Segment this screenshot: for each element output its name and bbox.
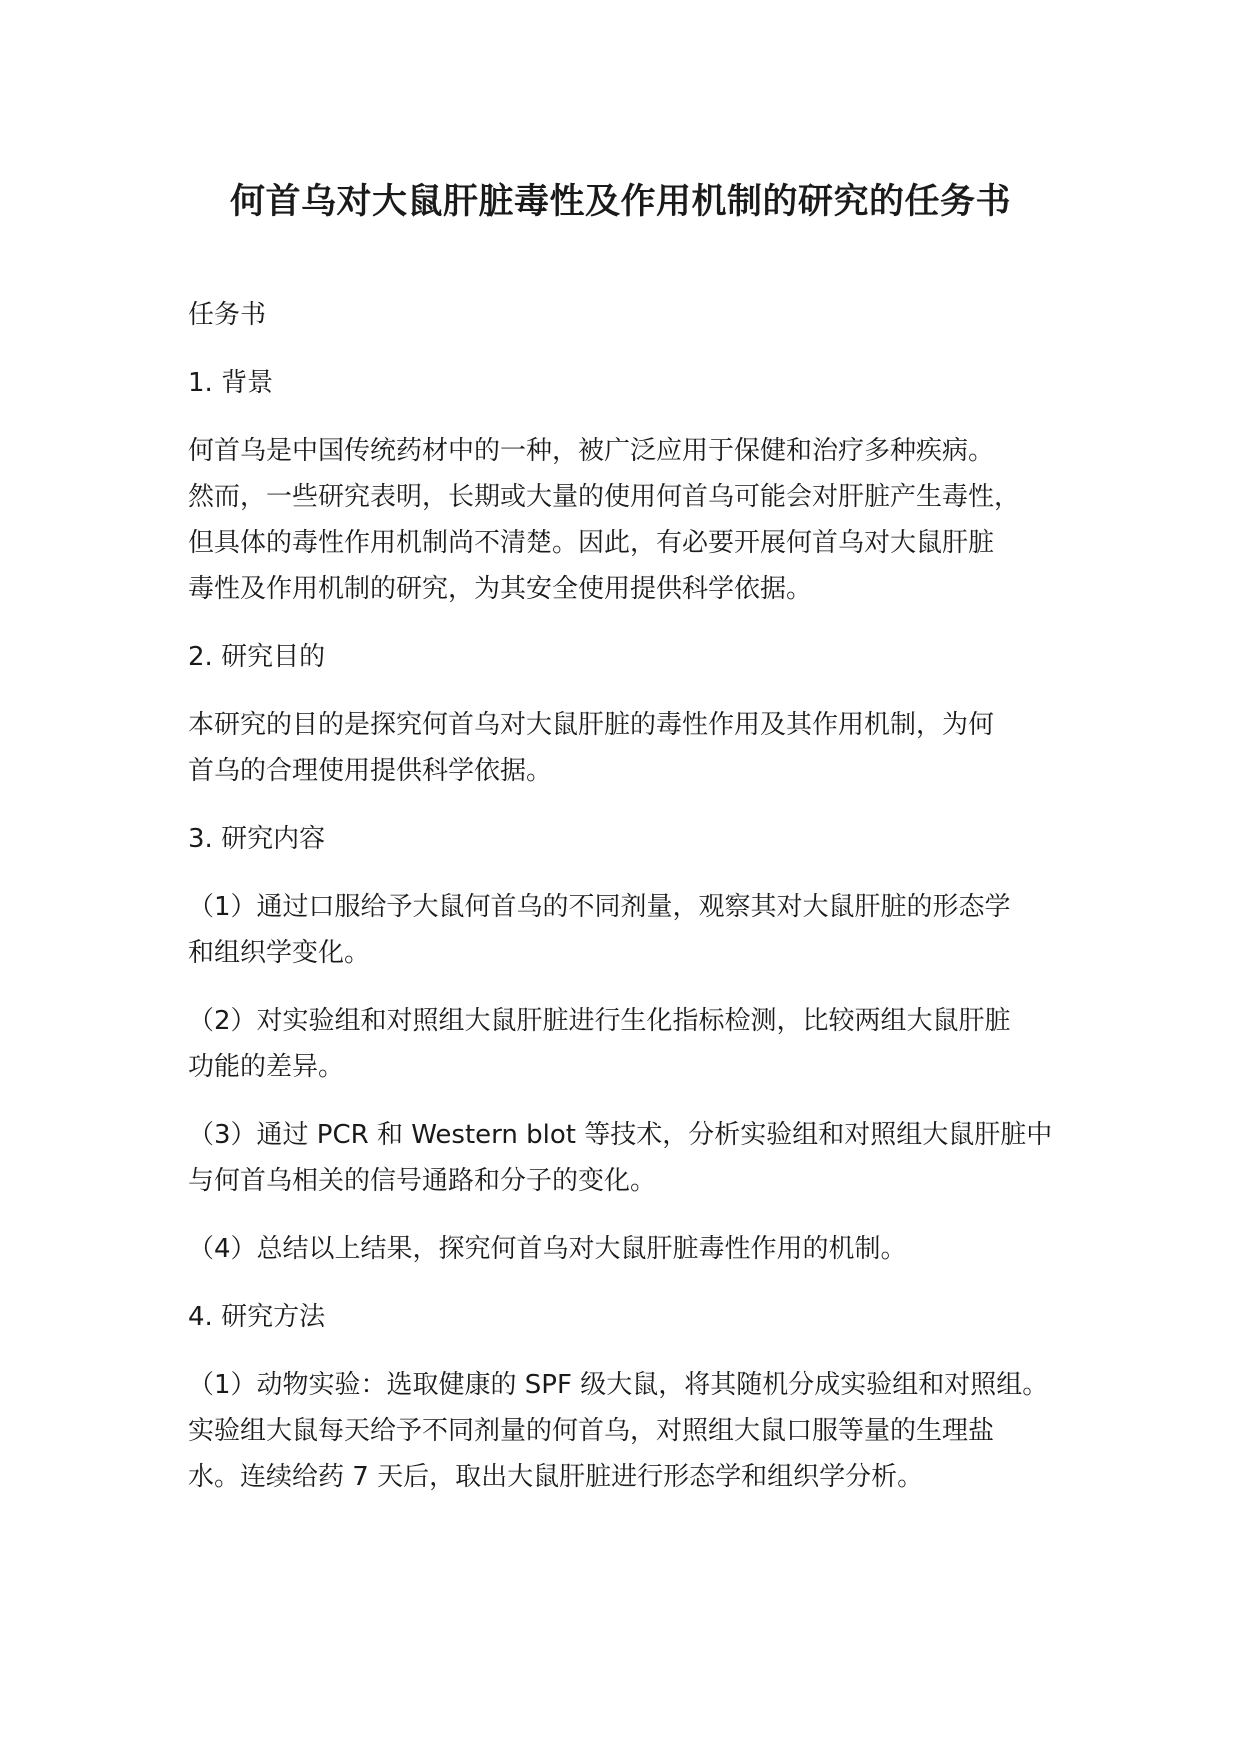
paragraph xyxy=(188,1294,1088,1340)
paragraph xyxy=(188,1112,1088,1204)
text-line: 毒性及作用机制的研究，为其安全使用提供科学依据。 xyxy=(188,574,813,604)
text-line: 本研究的目的是探究何首乌对大鼠肝脏的毒性作用及其作用机制，为何 xyxy=(188,710,995,740)
text-line: （3）通过 PCR 和 Western blot 等技术，分析实验组和对照组大鼠肝脏中 xyxy=(188,1120,1053,1150)
text-line: 3. 研究内容 xyxy=(188,824,326,854)
text-line: （4）总结以上结果，探究何首乌对大鼠肝脏毒性作用的机制。 xyxy=(188,1234,907,1264)
text-line: （1）通过口服给予大鼠何首乌的不同剂量，观察其对大鼠肝脏的形态学 xyxy=(188,892,1011,922)
paragraph xyxy=(188,634,1088,680)
paragraph xyxy=(188,360,1088,406)
text-line: （1）动物实验：选取健康的 SPF 级大鼠，将其随机分成实验组和对照组。 xyxy=(188,1370,1049,1400)
text-line: 实验组大鼠每天给予不同剂量的何首乌，对照组大鼠口服等量的生理盐 xyxy=(188,1416,995,1446)
text-line: 何首乌是中国传统药材中的一种，被广泛应用于保健和治疗多种疾病。 xyxy=(188,436,995,466)
document-title: 何首乌对大鼠肝脏毒性及作用机制的研究的任务书 xyxy=(229,182,1011,222)
text-line: （2）对实验组和对照组大鼠肝脏进行生化指标检测，比较两组大鼠肝脏 xyxy=(188,1006,1011,1036)
paragraph xyxy=(188,1226,1088,1272)
paragraph xyxy=(188,428,1088,612)
text-line: 但具体的毒性作用机制尚不清楚。因此，有必要开展何首乌对大鼠肝脏 xyxy=(188,528,995,558)
text-line: 与何首乌相关的信号通路和分子的变化。 xyxy=(188,1166,657,1196)
paragraph xyxy=(188,998,1088,1090)
paragraph xyxy=(188,702,1088,794)
text-line: 和组织学变化。 xyxy=(188,938,371,968)
paragraph xyxy=(188,1362,1088,1500)
paragraph xyxy=(188,884,1088,976)
text-line: 首乌的合理使用提供科学依据。 xyxy=(188,756,553,786)
text-line: 1. 背景 xyxy=(188,368,274,398)
document-body xyxy=(188,292,1088,1522)
text-line: 4. 研究方法 xyxy=(188,1302,326,1332)
text-line: 然而，一些研究表明，长期或大量的使用何首乌可能会对肝脏产生毒性， xyxy=(188,482,1021,512)
text-line: 任务书 xyxy=(188,300,267,330)
paragraph xyxy=(188,292,1088,338)
text-line: 2. 研究目的 xyxy=(188,642,326,672)
text-line: 水。连续给药 7 天后，取出大鼠肝脏进行形态学和组织学分析。 xyxy=(188,1462,924,1492)
text-line: 功能的差异。 xyxy=(188,1052,345,1082)
paragraph xyxy=(188,816,1088,862)
